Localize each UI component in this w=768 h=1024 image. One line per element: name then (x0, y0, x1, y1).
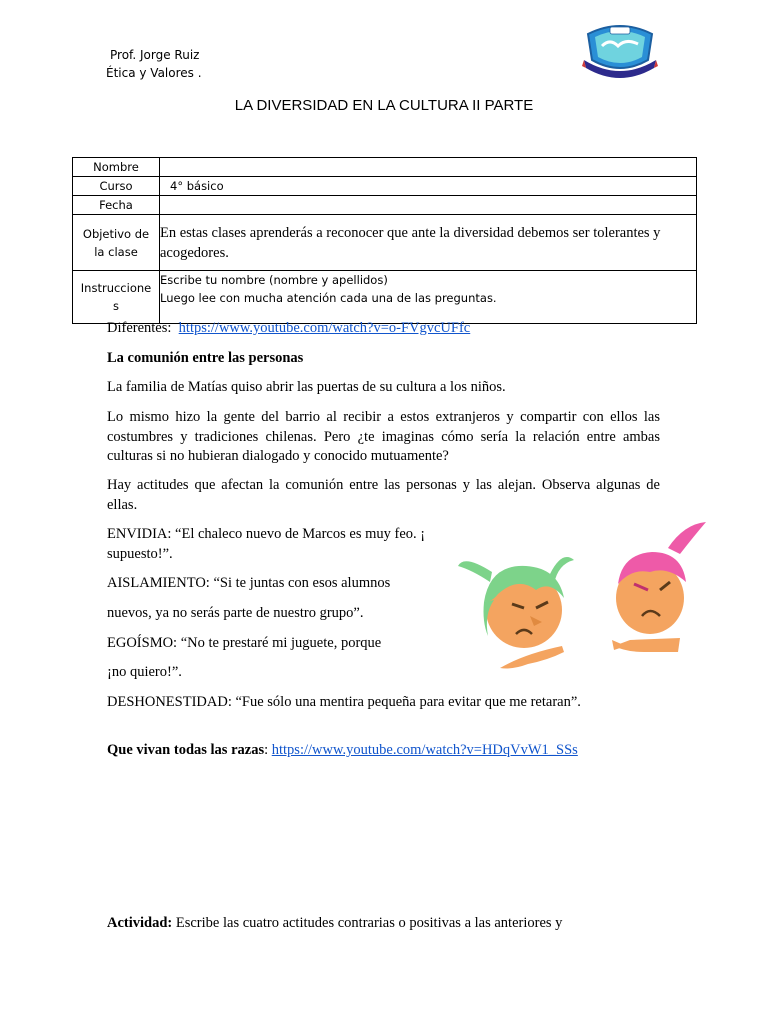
name-field[interactable] (160, 158, 697, 177)
angry-kids-illustration (454, 518, 714, 688)
label-nombre: Nombre (73, 158, 160, 177)
label-objetivo-line2: la clase (94, 244, 138, 259)
section-heading-text: La comunión entre las personas (107, 350, 304, 366)
activity-line (107, 914, 660, 934)
video1-link[interactable]: https://www.youtube.com/watch?v=o-FVgvcUFfc (178, 320, 471, 336)
document-title: LA DIVERSIDAD EN LA CULTURA II PARTE (234, 97, 534, 114)
table-row (73, 158, 697, 177)
egoismo-line1: EGOÍSMO: “No te prestaré mi juguete, porque (107, 635, 382, 651)
video2-separator: : (264, 742, 269, 758)
video2-line (107, 741, 660, 761)
table-row (73, 196, 697, 215)
label-instrucciones-line1: Instruccione (80, 281, 152, 295)
label-objetivo-line1: Objetivo de (82, 226, 150, 241)
instructions-text (160, 271, 697, 324)
label-curso: Curso (73, 177, 160, 196)
student-info-table (72, 157, 697, 324)
video2-label: Que vivan todas las razas (107, 742, 265, 758)
video1-line (107, 319, 660, 339)
table-row (73, 271, 697, 324)
teacher-name: Prof. Jorge Ruiz (110, 48, 200, 62)
school-logo (582, 20, 658, 80)
egoismo-line2: ¡no quiero!”. (107, 664, 182, 680)
subject-name: Ética y Valores . (106, 66, 202, 80)
activity-label: Actividad: (107, 915, 173, 931)
activity-text: Escribe las cuatro actitudes contrarias o positivas a las anteriores y (175, 915, 563, 931)
objective-text: En estas clases aprenderás a reconocer que ante la diversidad debemos ser tolerantes y acogedores. (160, 215, 697, 271)
table-row (73, 177, 697, 196)
label-objetivo (73, 215, 160, 271)
paragraph-1: La familia de Matías quiso abrir las puertas de su cultura a los niños. (107, 379, 506, 395)
paragraph-2: Lo mismo hizo la gente del barrio al recibir a estos extranjeros y compartir con ellos las costumbres y tradiciones chilenas. Pero ¿te imaginas cómo sería la relación entre ambas culturas si no hubieran dialogado y conocido mutuamente? (107, 409, 660, 464)
aislamiento-line2: nuevos, ya no serás parte de nuestro grupo”. (107, 605, 364, 621)
label-instrucciones-line2: s (113, 299, 119, 313)
instructions-line2: Luego lee con mucha atención cada una de las preguntas. (160, 291, 497, 305)
course-field[interactable]: 4° básico (160, 177, 697, 196)
section-heading (107, 349, 660, 369)
envidia-line1: ENVIDIA: “El chaleco nuevo de Marcos es muy feo. ¡ (107, 526, 426, 542)
aislamiento-line1: AISLAMIENTO: “Si te juntas con esos alumnos (107, 575, 391, 591)
paragraph-3: Hay actitudes que afectan la comunión entre las personas y las alejan. Observa algunas de ellas. (107, 477, 660, 513)
label-instrucciones (73, 271, 160, 324)
pink-hair-kid (612, 522, 706, 652)
table-row (73, 215, 697, 271)
date-field[interactable] (160, 196, 697, 215)
label-fecha: Fecha (73, 196, 160, 215)
instructions-line1: Escribe tu nombre (nombre y apellidos) (160, 273, 388, 287)
envidia-line2: supuesto!”. (107, 546, 173, 562)
video2-link[interactable]: https://www.youtube.com/watch?v=HDqVvW1_SSs (271, 742, 578, 758)
video1-label: Diferentes: (107, 320, 172, 336)
green-hair-kid (458, 557, 574, 668)
deshonestidad-line: DESHONESTIDAD: “Fue sólo una mentira pequeña para evitar que me retaran”. (107, 694, 581, 710)
